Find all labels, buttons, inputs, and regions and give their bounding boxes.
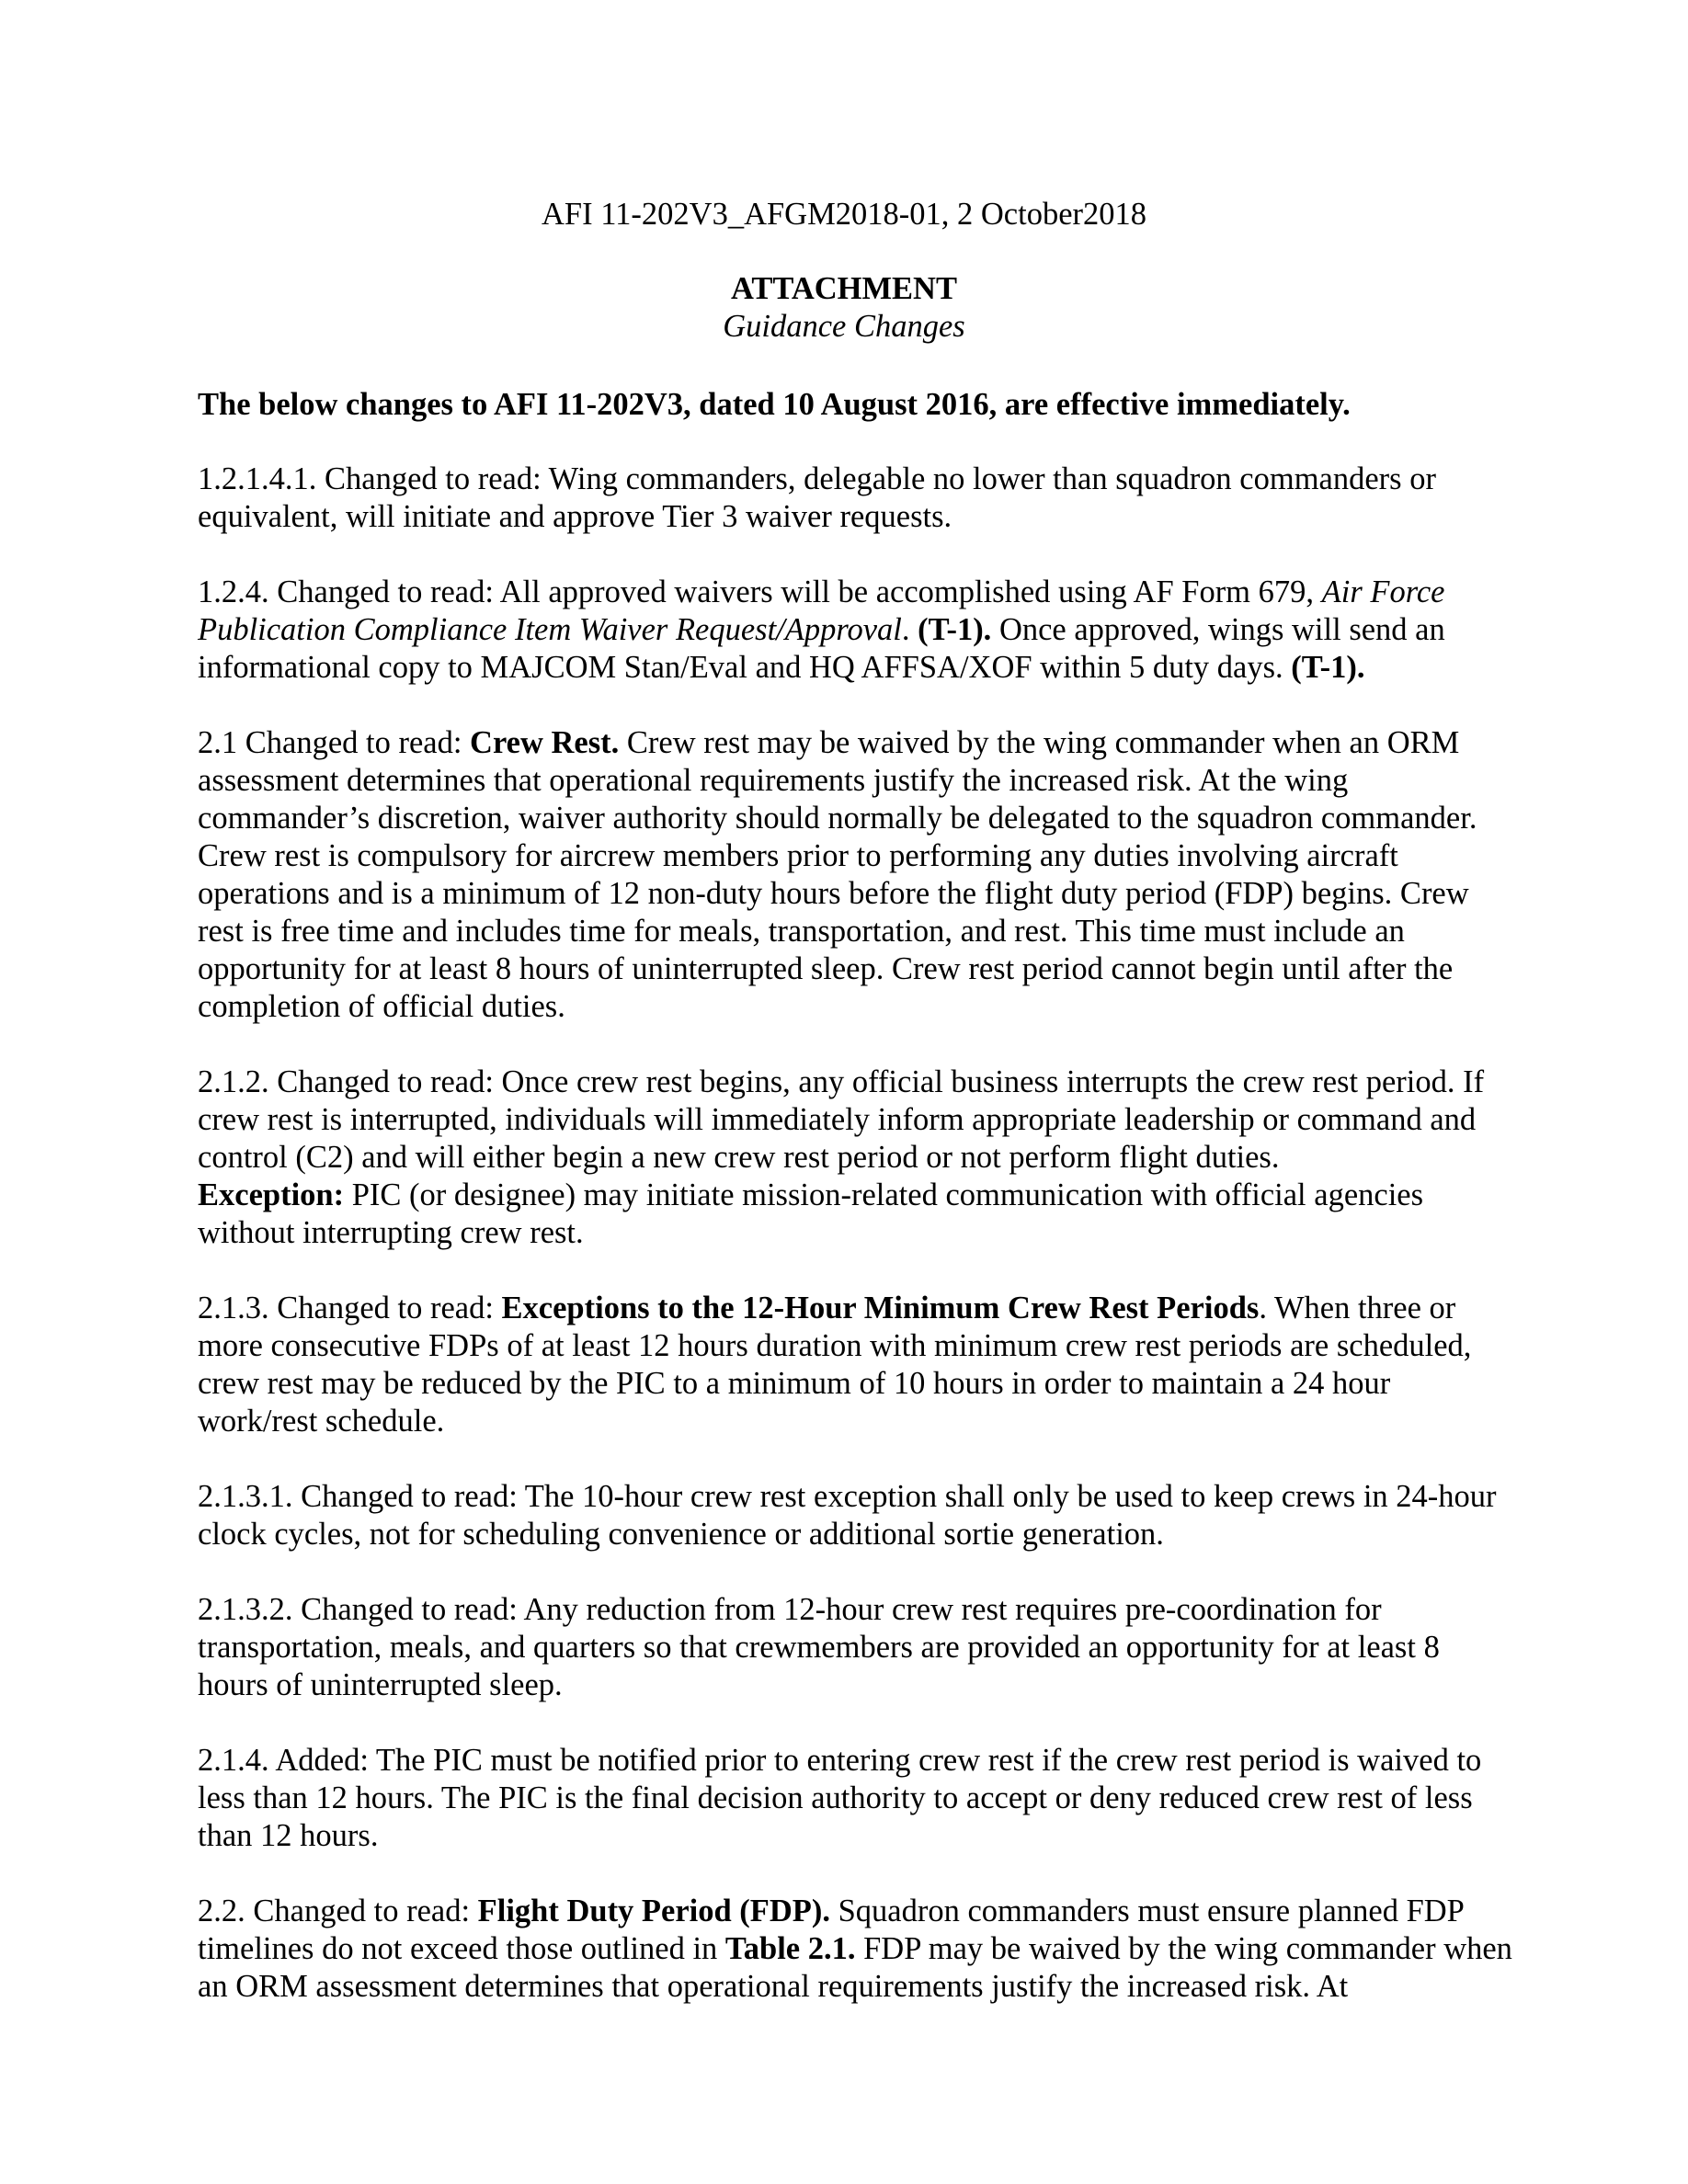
paragraph-2-1-3-1 <box>198 1478 1512 1553</box>
intro-statement: The below changes to AFI 11-202V3, dated 10 August 2016, are effective immediately. <box>198 387 1351 422</box>
paragraph-2-1-3-2 <box>198 1591 1512 1704</box>
paragraph-text: Once approved, wings will send an informational copy to MAJCOM Stan/Eval and HQ AFFSA/XOF within 5 duty days. <box>198 612 1445 685</box>
paragraph-2-1-3 <box>198 1290 1512 1440</box>
form-title: Air Force Publication Compliance Item Waiver Request/Approval <box>198 574 1445 647</box>
section-heading: Flight Duty Period (FDP). <box>477 1894 830 1928</box>
tier-label: (T-1). <box>1291 650 1365 685</box>
paragraph-text: 2.1.2. Changed to read: Once crew rest begins, any official business interrupts the crew rest period. If crew rest is interrupted, individuals will immediately inform appropriate leadership or command and control (C2) and will either begin a new crew rest period or not perform flight duties. <box>198 1064 1485 1175</box>
paragraph-text: FDP may be waived by the wing commander when an ORM assessment determines that operational requirements justify the increased risk. At <box>198 1931 1512 2004</box>
exception-label: Exception: <box>198 1177 345 1212</box>
paragraph-1-2-1-4-1 <box>198 461 1512 536</box>
paragraph-text: 2.1 Changed to read: <box>198 725 471 760</box>
paragraph-2-2 <box>198 1893 1512 2006</box>
paragraph-text: 1.2.4. Changed to read: All approved waivers will be accomplished using AF Form 679, <box>198 574 1322 609</box>
paragraph-text: Crew rest may be waived by the wing commander when an ORM assessment determines that operational requirements justify the increased risk. At the wing commander’s discretion, waiver authority should normally be delegated to the squadron commander. Crew rest is compulsory for aircrew members prior to performing any duties involving aircraft operations and is a minimum of 12 non-duty hours before the flight duty period (FDP) begins. Crew rest is free time and includes time for meals, transportation, and rest. This time must include an opportunity for at least 8 hours of uninterrupted sleep. Crew rest period cannot begin until after the completion of official duties. <box>198 725 1477 1024</box>
paragraph-text: . When three or more consecutive FDPs of at least 12 hours duration with minimum crew rest periods are scheduled, crew rest may be reduced by the PIC to a minimum of 10 hours in order to maintain a 24 hour work/rest schedule. <box>198 1291 1472 1439</box>
paragraph-2-1-2 <box>198 1064 1512 1252</box>
paragraph-1-2-4 <box>198 574 1512 687</box>
table-reference: Table 2.1. <box>724 1931 856 1966</box>
paragraph-text: 2.1.3.2. Changed to read: Any reduction from 12-hour crew rest requires pre-coordination for transportation, meals, and quarters so that crewmembers are provided an opportunity for at least 8 hours of uninterrupted sleep. <box>198 1592 1440 1702</box>
paragraph-text: 2.1.3. Changed to read: <box>198 1291 502 1325</box>
tier-label: (T-1). <box>918 612 992 647</box>
document-id-header: AFI 11-202V3_AFGM2018-01, 2 October2018 <box>541 197 1146 232</box>
paragraph-text: 1.2.1.4.1. Changed to read: Wing commanders, delegable no lower than squadron commanders or equivalent, will initiate and approve Tier 3 waiver requests. <box>198 461 1436 534</box>
paragraph-text: 2.1.3.1. Changed to read: The 10-hour crew rest exception shall only be used to keep crews in 24-hour clock cycles, not for scheduling convenience or additional sortie generation. <box>198 1479 1497 1552</box>
paragraph-text: PIC (or designee) may initiate mission-related communication with official agencies without interrupting crew rest. <box>198 1177 1424 1250</box>
paragraph-text: Squadron commanders must ensure planned FDP timelines do not exceed those outlined in <box>198 1894 1464 1966</box>
attachment-title: ATTACHMENT <box>731 271 957 306</box>
paragraph-2-1 <box>198 724 1512 1026</box>
paragraph-2-1-4 <box>198 1742 1512 1855</box>
section-heading: Exceptions to the 12-Hour Minimum Crew Rest Periods <box>501 1291 1260 1325</box>
paragraph-text: 2.2. Changed to read: <box>198 1894 478 1928</box>
attachment-subtitle: Guidance Changes <box>723 309 965 344</box>
document-body <box>198 386 1512 2043</box>
paragraph-text: 2.1.4. Added: The PIC must be notified prior to entering crew rest if the crew rest period is waived to less than 12 hours. The PIC is the final decision authority to accept or deny reduced crew rest of less than 12 hours. <box>198 1743 1482 1853</box>
paragraph-text: . <box>901 612 918 647</box>
section-heading: Crew Rest. <box>470 725 620 760</box>
